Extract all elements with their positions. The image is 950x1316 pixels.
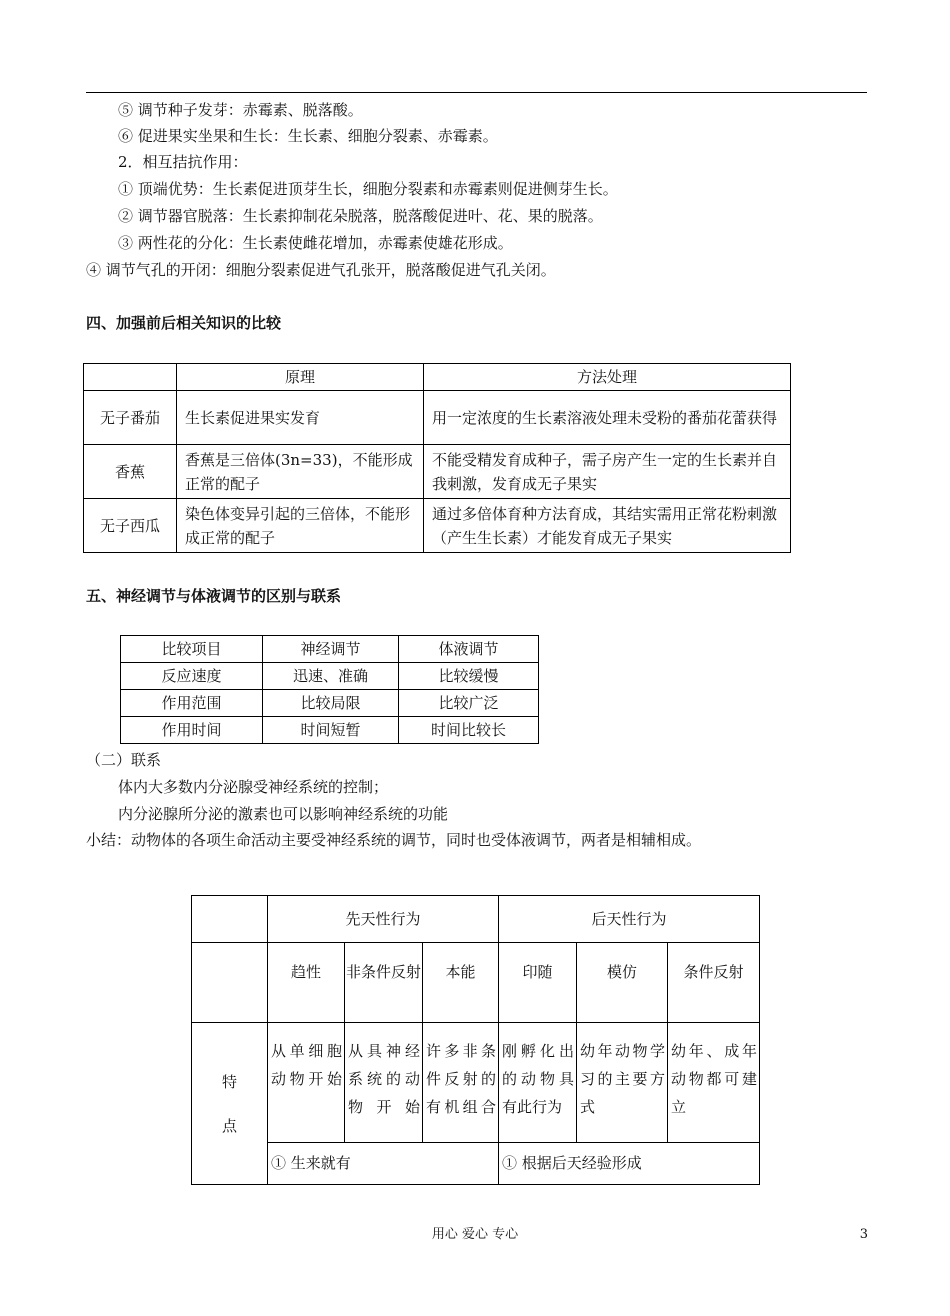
table-corner-cell xyxy=(192,896,268,943)
table-cell: 香蕉 xyxy=(84,445,177,499)
table-subheader-cell: 非条件反射 xyxy=(345,943,423,1023)
table-row xyxy=(84,391,791,445)
intro-line-2: ⑥ 促进果实坐果和生长：生长素、细胞分裂素、赤霉素。 xyxy=(118,127,498,145)
table-row xyxy=(121,663,539,690)
page-number: 3 xyxy=(859,1227,868,1242)
table-cell: 无子番茄 xyxy=(84,391,177,445)
intro-line-5: ② 调节器官脱落：生长素抑制花朵脱落，脱落酸促进叶、花、果的脱落。 xyxy=(118,207,603,225)
table-cell: 时间短暂 xyxy=(263,717,399,744)
table-cell: 幼年、成年动物都可建立 xyxy=(668,1023,760,1143)
table-subheader-cell: 趋性 xyxy=(268,943,345,1023)
table-header-cell: 方法处理 xyxy=(424,364,791,391)
learned-common-feature: ① 根据后天经验形成 xyxy=(499,1143,760,1185)
table-subheader-cell: 本能 xyxy=(423,943,499,1023)
table-cell: 生长素促进果实发育 xyxy=(177,391,424,445)
table-cell: 幼年动物学习的主要方式 xyxy=(577,1023,668,1143)
table-row xyxy=(121,690,539,717)
table-cell: 时间比较长 xyxy=(399,717,539,744)
link-title: （二）联系 xyxy=(86,751,162,769)
feature-row-label xyxy=(192,1023,268,1185)
table-row xyxy=(121,717,539,744)
table-subheader-cell: 印随 xyxy=(499,943,577,1023)
intro-line-7: ④ 调节气孔的开闭：细胞分裂素促进气孔张开，脱落酸促进气孔关闭。 xyxy=(86,261,556,279)
table-cell: 反应速度 xyxy=(121,663,263,690)
table-cell: 比较缓慢 xyxy=(399,663,539,690)
table-cell: 用一定浓度的生长素溶液处理未受粉的番茄花蕾获得 xyxy=(424,391,791,445)
table-cell: 染色体变异引起的三倍体，不能形成正常的配子 xyxy=(177,499,424,553)
table-cell: 比较项目 xyxy=(121,636,263,663)
table-row xyxy=(192,1143,760,1185)
table-cell: 作用时间 xyxy=(121,717,263,744)
intro-line-3: 2．相互拮抗作用： xyxy=(118,153,248,171)
table-cell: 不能受精发育成种子，需子房产生一定的生长素并自我刺激，发育成无子果实 xyxy=(424,445,791,499)
header-rule xyxy=(86,92,867,93)
table-cell: 神经调节 xyxy=(263,636,399,663)
table-row xyxy=(121,636,539,663)
intro-line-1: ⑤ 调节种子发芽：赤霉素、脱落酸。 xyxy=(118,101,363,119)
table-cell: 从具神经系统的动物开始 xyxy=(345,1023,423,1143)
table-subheader-row xyxy=(192,943,760,1023)
table-cell: 体液调节 xyxy=(399,636,539,663)
regulation-comparison-table xyxy=(120,635,539,744)
section4-heading: 四、加强前后相关知识的比较 xyxy=(86,314,282,332)
table-cell: 比较广泛 xyxy=(399,690,539,717)
table-subheader-cell: 模仿 xyxy=(577,943,668,1023)
feature-row-label-char: 特 xyxy=(221,1072,237,1091)
table-header-cell: 原理 xyxy=(177,364,424,391)
link-line-1: 体内大多数内分泌腺受神经系统的控制； xyxy=(118,778,389,796)
innate-behavior-header: 先天性行为 xyxy=(268,896,499,943)
table-row xyxy=(192,1023,760,1143)
table-subheader-cell: 条件反射 xyxy=(668,943,760,1023)
table-blank-cell xyxy=(192,943,268,1023)
intro-line-6: ③ 两性花的分化：生长素使雌花增加，赤霉素使雄花形成。 xyxy=(118,234,513,252)
table-header-row xyxy=(84,364,791,391)
table-cell: 比较局限 xyxy=(263,690,399,717)
table-cell: 刚孵化出的动物具有此行为 xyxy=(499,1023,577,1143)
table-cell: 无子西瓜 xyxy=(84,499,177,553)
table-cell: 通过多倍体育种方法育成，其结实需用正常花粉刺激（产生生长素）才能发育成无子果实 xyxy=(424,499,791,553)
page-footer: 用心 爱心 专心 xyxy=(431,1227,519,1242)
learned-behavior-header: 后天性行为 xyxy=(499,896,760,943)
intro-line-4: ① 顶端优势：生长素促进顶芽生长，细胞分裂素和赤霉素则促进侧芽生长。 xyxy=(118,180,618,198)
behavior-table xyxy=(191,895,760,1185)
table-cell: 迅速、准确 xyxy=(263,663,399,690)
table-cell: 作用范围 xyxy=(121,690,263,717)
link-line-2: 内分泌腺所分泌的激素也可以影响神经系统的功能 xyxy=(118,805,449,823)
table-row xyxy=(84,499,791,553)
table-header-row xyxy=(192,896,760,943)
table-cell: 香蕉是三倍体(3n=33)，不能形成正常的配子 xyxy=(177,445,424,499)
table-cell: 从单细胞动物开始 xyxy=(268,1023,345,1143)
table-cell: 许多非条件反射的有机组合 xyxy=(423,1023,499,1143)
feature-row-label-char: 点 xyxy=(221,1116,237,1135)
innate-common-feature: ① 生来就有 xyxy=(268,1143,499,1185)
table-header-cell xyxy=(84,364,177,391)
table-row xyxy=(84,445,791,499)
section5-heading: 五、神经调节与体液调节的区别与联系 xyxy=(86,587,342,605)
fruit-comparison-table xyxy=(83,363,791,553)
summary-text: 小结：动物体的各项生命活动主要受神经系统的调节，同时也受体液调节，两者是相辅相成。 xyxy=(86,831,702,849)
